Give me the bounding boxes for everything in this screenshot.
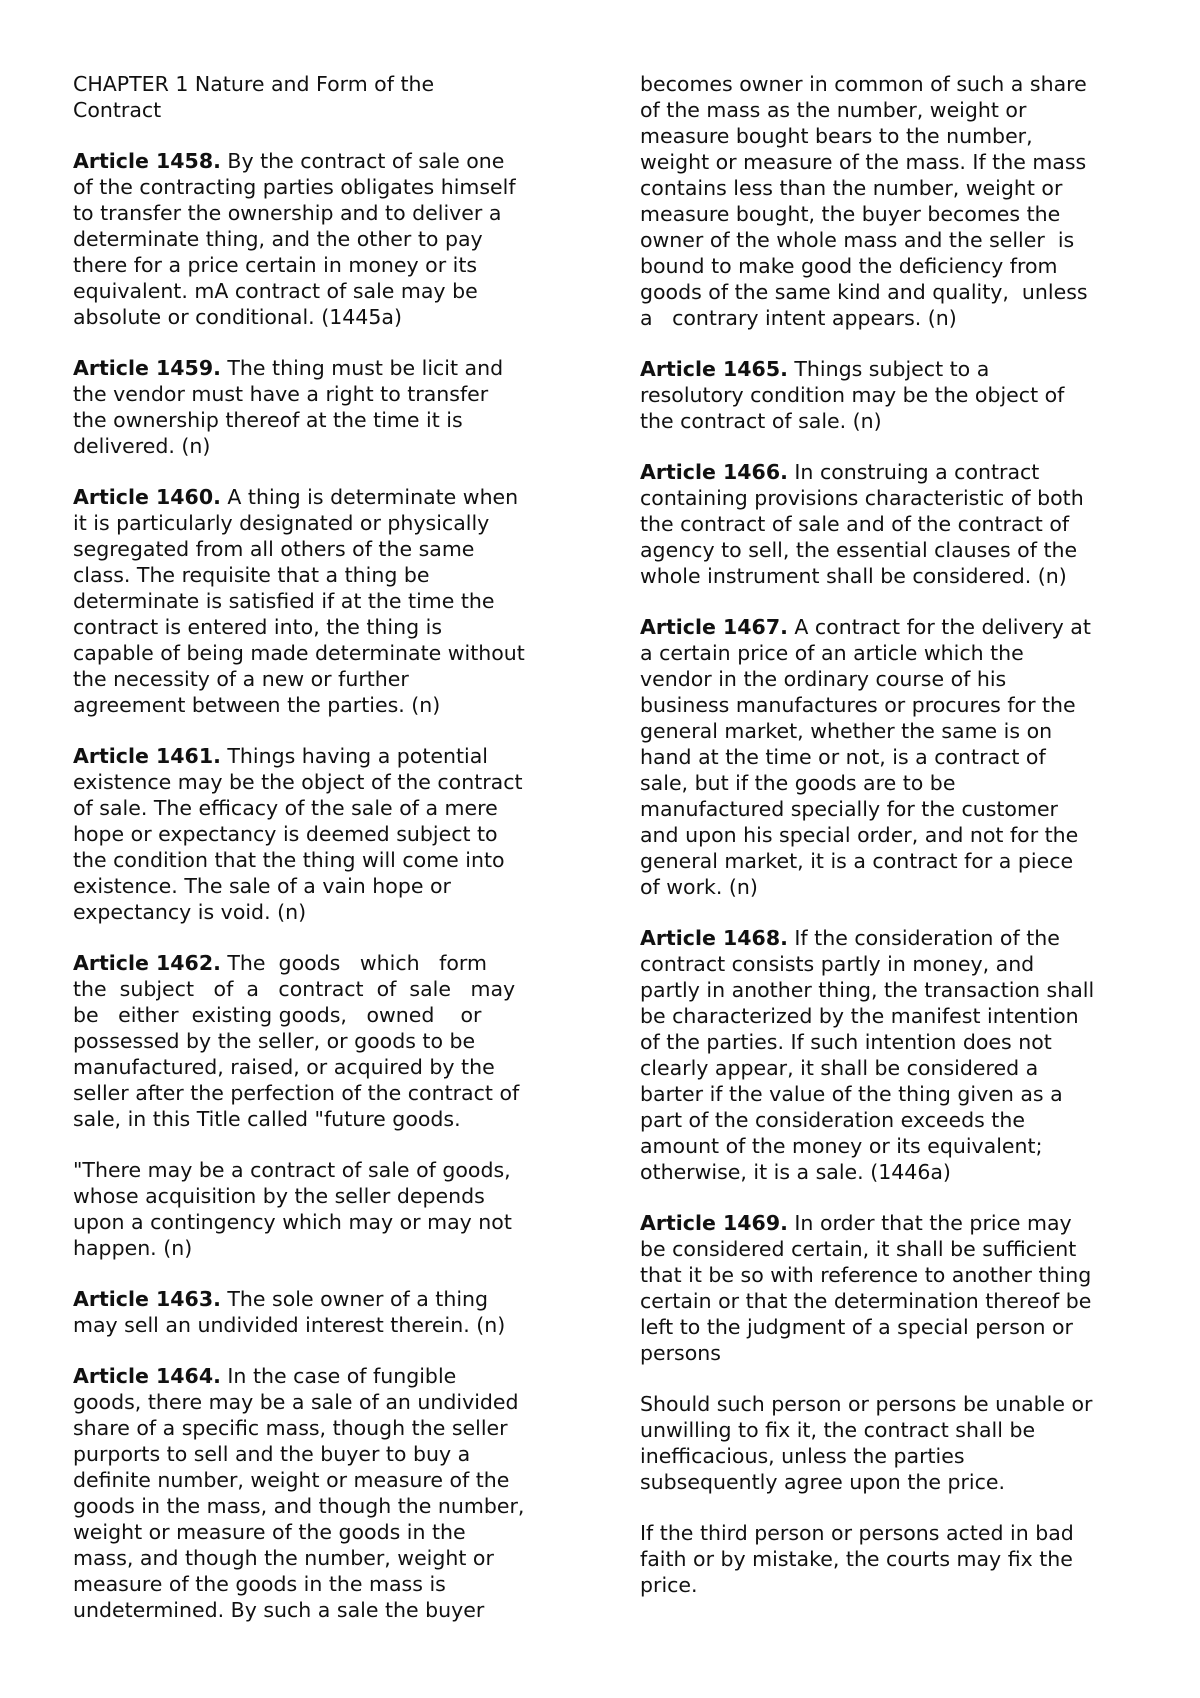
text-line: faith or by mistake, the courts may fix the — [640, 1547, 1073, 1571]
text-line: be either existing goods, owned or — [73, 1003, 482, 1027]
text-line: the contract of sale and of the contract of — [640, 512, 1070, 536]
text-line: absolute or conditional. (1445a) — [73, 305, 402, 329]
text-line: general market, it is a contract for a piece — [640, 849, 1074, 873]
text-line: whole instrument shall be considered. (n) — [640, 564, 1067, 588]
article-1463 — [73, 1286, 573, 1338]
text-line: clearly appear, it shall be considered a — [640, 1056, 1039, 1080]
text-line: general market, whether the same is on — [640, 719, 1053, 743]
text-line: of sale. The efficacy of the sale of a mere — [73, 796, 498, 820]
text-line: weight or measure of the goods in the — [73, 1520, 466, 1544]
text-line: possessed by the seller, or goods to be — [73, 1029, 476, 1053]
text-line: the condition that the thing will come into — [73, 848, 505, 872]
article-text: In the case of fungible — [220, 1364, 457, 1388]
article-label: Article 1469. — [640, 1211, 788, 1235]
text-line — [73, 1286, 573, 1312]
text-line: equivalent. mA contract of sale may be — [73, 279, 478, 303]
text-line: to transfer the ownership and to deliver a — [73, 201, 502, 225]
text-line: there for a price certain in money or its — [73, 253, 478, 277]
text-line: part of the consideration exceeds the — [640, 1108, 1025, 1132]
article-text: If the consideration of the — [787, 926, 1060, 950]
article-text: A thing is determinate when — [220, 485, 519, 509]
article-1466 — [640, 459, 1140, 589]
text-line — [640, 356, 1140, 382]
article-1468 — [640, 925, 1140, 1185]
text-line: goods of the same kind and quality, unless — [640, 280, 1088, 304]
text-line: determinate is satisfied if at the time the — [73, 589, 495, 613]
text-line: it is particularly designated or physically — [73, 511, 490, 535]
text-line: seller after the perfection of the contract of — [73, 1081, 520, 1105]
text-line: of work. (n) — [640, 875, 758, 899]
text-line: and upon his special order, and not for the — [640, 823, 1079, 847]
text-line: be characterized by the manifest intention — [640, 1004, 1079, 1028]
article-label: Article 1462. — [73, 951, 221, 975]
chapter-heading — [73, 71, 573, 123]
text-line: weight or measure of the mass. If the mass — [640, 150, 1087, 174]
text-line: of the contracting parties obligates himself — [73, 175, 516, 199]
article-label: Article 1458. — [73, 149, 221, 173]
article-label: Article 1465. — [640, 357, 788, 381]
article-text: In order that the price may — [787, 1211, 1072, 1235]
right-column — [640, 71, 1140, 1623]
text-line: the necessity of a new or further — [73, 667, 409, 691]
text-line: determinate thing, and the other to pay — [73, 227, 483, 251]
text-line: the subject of a contract of sale may — [73, 977, 516, 1001]
article-label: Article 1460. — [73, 485, 221, 509]
article-1459 — [73, 355, 573, 459]
text-line: existence. The sale of a vain hope or — [73, 874, 451, 898]
text-line: the contract of sale. (n) — [640, 409, 882, 433]
text-line — [73, 1363, 573, 1389]
text-line — [73, 148, 573, 174]
text-line: goods in the mass, and though the number, — [73, 1494, 525, 1518]
article-text: Things having a potential — [220, 744, 488, 768]
text-line: measure bought bears to the number, — [640, 124, 1033, 148]
article-label: Article 1459. — [73, 356, 221, 380]
text-line: business manufactures or procures for the — [640, 693, 1076, 717]
text-line: owner of the whole mass and the seller is — [640, 228, 1075, 252]
text-line: amount of the money or its equivalent; — [640, 1134, 1043, 1158]
text-line: inefficacious, unless the parties — [640, 1444, 965, 1468]
article-label: Article 1461. — [73, 744, 221, 768]
text-line: Should such person or persons be unable or — [640, 1392, 1093, 1416]
text-line: existence may be the object of the contract — [73, 770, 523, 794]
text-line: vendor in the ordinary course of his — [640, 667, 1007, 691]
text-line: segregated from all others of the same — [73, 537, 475, 561]
text-line: CHAPTER 1 Nature and Form of the — [73, 72, 435, 96]
paragraph — [640, 1391, 1140, 1495]
article-text: Things subject to a — [787, 357, 990, 381]
text-line — [640, 459, 1140, 485]
article-1461 — [73, 743, 573, 925]
text-line: measure bought, the buyer becomes the — [640, 202, 1061, 226]
text-line: the ownership thereof at the time it is — [73, 408, 463, 432]
paragraph — [640, 71, 1140, 331]
text-line — [640, 925, 1140, 951]
article-1462 — [73, 950, 573, 1132]
text-line — [73, 950, 573, 976]
text-line: otherwise, it is a sale. (1446a) — [640, 1160, 951, 1184]
text-line: capable of being made determinate without — [73, 641, 525, 665]
text-line: be considered certain, it shall be sufficient — [640, 1237, 1077, 1261]
text-line — [73, 743, 573, 769]
text-line: persons — [640, 1341, 721, 1365]
text-line: sale, in this Title called "future goods. — [73, 1107, 461, 1131]
article-label: Article 1464. — [73, 1364, 221, 1388]
text-line: sale, but if the goods are to be — [640, 771, 956, 795]
text-line — [640, 1210, 1140, 1236]
text-line: of the parties. If such intention does not — [640, 1030, 1052, 1054]
text-line: containing provisions characteristic of both — [640, 486, 1084, 510]
text-line: subsequently agree upon the price. — [640, 1470, 1006, 1494]
text-line: price. — [640, 1573, 698, 1597]
text-line: becomes owner in common of such a share — [640, 72, 1087, 96]
text-line: mass, and though the number, weight or — [73, 1546, 494, 1570]
article-label: Article 1467. — [640, 615, 788, 639]
article-label: Article 1466. — [640, 460, 788, 484]
text-line: a contrary intent appears. (n) — [640, 306, 957, 330]
text-line: agency to sell, the essential clauses of the — [640, 538, 1078, 562]
text-line: left to the judgment of a special person or — [640, 1315, 1073, 1339]
text-line: undetermined. By such a sale the buyer — [73, 1598, 485, 1622]
text-line: expectancy is void. (n) — [73, 900, 307, 924]
text-line: upon a contingency which may or may not — [73, 1210, 512, 1234]
article-text: The sole owner of a thing — [220, 1287, 489, 1311]
article-text: A contract for the delivery at — [787, 615, 1091, 639]
text-line: contract consists partly in money, and — [640, 952, 1035, 976]
text-line: barter if the value of the thing given as a — [640, 1082, 1063, 1106]
article-1458 — [73, 148, 573, 330]
text-line: purports to sell and the buyer to buy a — [73, 1442, 471, 1466]
left-column — [73, 71, 573, 1648]
text-line: manufactured specially for the customer — [640, 797, 1058, 821]
article-1467 — [640, 614, 1140, 900]
text-line: whose acquisition by the seller depends — [73, 1184, 485, 1208]
text-line: of the mass as the number, weight or — [640, 98, 1027, 122]
text-line: bound to make good the deficiency from — [640, 254, 1058, 278]
article-text: The goods which form — [220, 951, 487, 975]
article-1465 — [640, 356, 1140, 434]
text-line: Contract — [73, 98, 162, 122]
text-line: measure of the goods in the mass is — [73, 1572, 446, 1596]
text-line: class. The requisite that a thing be — [73, 563, 430, 587]
text-line: hand at the time or not, is a contract of — [640, 745, 1046, 769]
text-line: share of a specific mass, though the seller — [73, 1416, 508, 1440]
text-line: contract is entered into, the thing is — [73, 615, 443, 639]
article-text: By the contract of sale one — [220, 149, 505, 173]
paragraph — [73, 1157, 573, 1261]
text-line: partly in another thing, the transaction shall — [640, 978, 1095, 1002]
text-line: contains less than the number, weight or — [640, 176, 1063, 200]
text-line: "There may be a contract of sale of goods, — [73, 1158, 511, 1182]
article-label: Article 1463. — [73, 1287, 221, 1311]
article-text: In construing a contract — [787, 460, 1040, 484]
text-line: may sell an undivided interest therein. (n) — [73, 1313, 506, 1337]
text-line: happen. (n) — [73, 1236, 193, 1260]
text-line: agreement between the parties. (n) — [73, 693, 441, 717]
article-1464 — [73, 1363, 573, 1623]
text-line: manufactured, raised, or acquired by the — [73, 1055, 495, 1079]
text-line: unwilling to fix it, the contract shall be — [640, 1418, 1036, 1442]
text-line: goods, there may be a sale of an undivided — [73, 1390, 519, 1414]
text-line: a certain price of an article which the — [640, 641, 1024, 665]
text-line: that it be so with reference to another thing — [640, 1263, 1092, 1287]
article-1460 — [73, 484, 573, 718]
article-label: Article 1468. — [640, 926, 788, 950]
article-1469 — [640, 1210, 1140, 1366]
text-line — [73, 355, 573, 381]
text-line: resolutory condition may be the object of — [640, 383, 1065, 407]
article-text: The thing must be licit and — [220, 356, 504, 380]
text-line — [73, 484, 573, 510]
text-line: the vendor must have a right to transfer — [73, 382, 489, 406]
text-line: If the third person or persons acted in bad — [640, 1521, 1074, 1545]
text-line: hope or expectancy is deemed subject to — [73, 822, 498, 846]
text-line — [640, 614, 1140, 640]
text-line: certain or that the determination thereof be — [640, 1289, 1092, 1313]
paragraph — [640, 1520, 1140, 1598]
text-line: definite number, weight or measure of the — [73, 1468, 510, 1492]
text-line: delivered. (n) — [73, 434, 211, 458]
